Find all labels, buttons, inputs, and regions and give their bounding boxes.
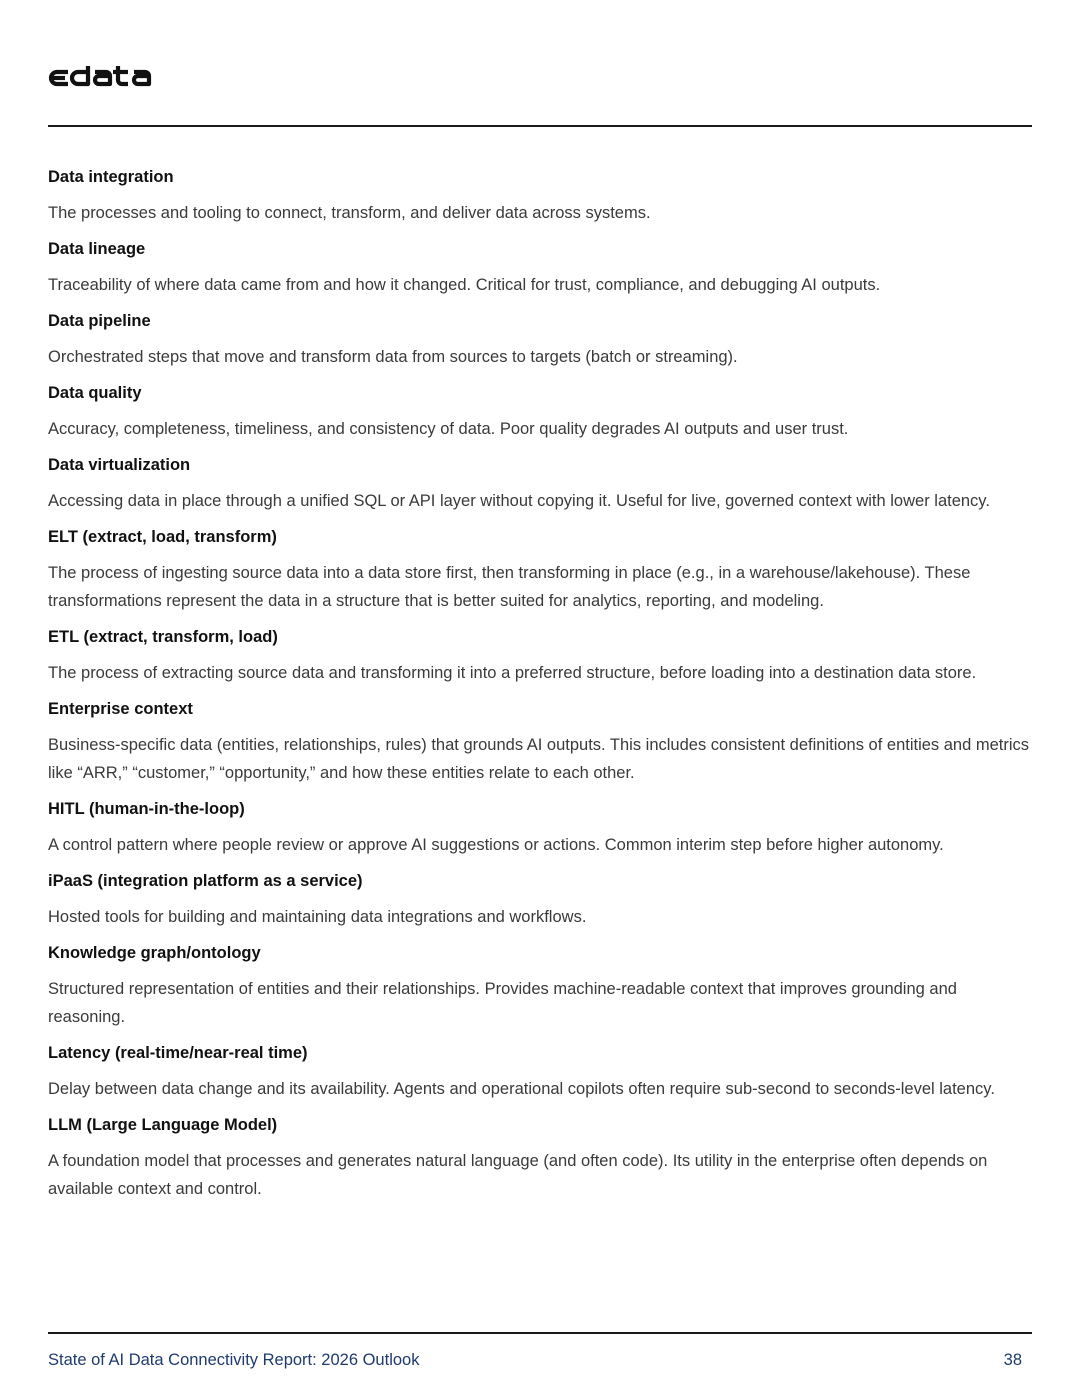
- glossary-term: Latency (real-time/near-real time): [48, 1044, 308, 1062]
- glossary-term: iPaaS (integration platform as a service): [48, 872, 363, 890]
- glossary-term: Data quality: [48, 384, 142, 402]
- glossary-term: ETL (extract, transform, load): [48, 628, 278, 646]
- glossary-entry: [48, 695, 1038, 787]
- glossary-list: [48, 163, 1038, 1211]
- page-number: 38: [1003, 1351, 1022, 1369]
- header-divider: [48, 125, 1032, 127]
- glossary-term: Data integration: [48, 168, 174, 186]
- glossary-definition: Accuracy, completeness, timeliness, and consistency of data. Poor quality degrades AI outputs and user trust.: [48, 420, 849, 438]
- glossary-definition: The process of ingesting source data into a data store first, then transforming in place (e.g., in a warehouse/lakehouse). These transformations represent the data in a structure that is better suited for analytics, reporting, and modeling.: [48, 564, 971, 610]
- glossary-term: Data pipeline: [48, 312, 151, 330]
- glossary-term: Data virtualization: [48, 456, 191, 474]
- footer-divider: [48, 1332, 1032, 1334]
- glossary-definition: Traceability of where data came from and how it changed. Critical for trust, compliance, and debugging AI outputs.: [48, 276, 881, 294]
- glossary-definition: A control pattern where people review or approve AI suggestions or actions. Common interim step before higher autonomy.: [48, 836, 944, 854]
- cdata-wordmark-icon: [48, 64, 164, 92]
- glossary-term: HITL (human-in-the-loop): [48, 800, 245, 818]
- glossary-definition: Orchestrated steps that move and transform data from sources to targets (batch or streaming).: [48, 348, 738, 366]
- glossary-definition: Hosted tools for building and maintaining data integrations and workflows.: [48, 908, 587, 926]
- glossary-definition: Business-specific data (entities, relationships, rules) that grounds AI outputs. This includes consistent definitions of entities and metrics like “ARR,” “customer,” “opportunity,” and how these entities relate to each other.: [48, 736, 1030, 782]
- glossary-entry: [48, 623, 1038, 687]
- glossary-entry: [48, 235, 1038, 299]
- glossary-entry: [48, 867, 1038, 931]
- glossary-definition: Delay between data change and its availability. Agents and operational copilots often require sub-second to seconds-level latency.: [48, 1080, 995, 1098]
- glossary-term: Enterprise context: [48, 700, 193, 718]
- glossary-definition: A foundation model that processes and generates natural language (and often code). Its utility in the enterprise often depends on available context and control.: [48, 1152, 988, 1198]
- glossary-entry: [48, 939, 1038, 1031]
- glossary-entry: [48, 451, 1038, 515]
- glossary-definition: The process of extracting source data and transforming it into a preferred structure, before loading into a destination data store.: [48, 664, 977, 682]
- glossary-entry: [48, 307, 1038, 371]
- glossary-definition: Accessing data in place through a unified SQL or API layer without copying it. Useful for live, governed context with lower latency.: [48, 492, 990, 510]
- footer-report-title: State of AI Data Connectivity Report: 2026 Outlook: [48, 1351, 420, 1369]
- glossary-term: ELT (extract, load, transform): [48, 528, 277, 546]
- glossary-term: Knowledge graph/ontology: [48, 944, 261, 962]
- cdata-logo: [48, 64, 164, 92]
- glossary-definition: Structured representation of entities and their relationships. Provides machine-readable context that improves grounding and reasoning.: [48, 980, 957, 1026]
- glossary-entry: [48, 163, 1038, 227]
- glossary-definition: The processes and tooling to connect, transform, and deliver data across systems.: [48, 204, 651, 222]
- glossary-entry: [48, 379, 1038, 443]
- glossary-term: Data lineage: [48, 240, 146, 258]
- glossary-entry: [48, 795, 1038, 859]
- glossary-entry: [48, 1039, 1038, 1103]
- glossary-term: LLM (Large Language Model): [48, 1116, 278, 1134]
- glossary-entry: [48, 523, 1038, 615]
- glossary-entry: [48, 1111, 1038, 1203]
